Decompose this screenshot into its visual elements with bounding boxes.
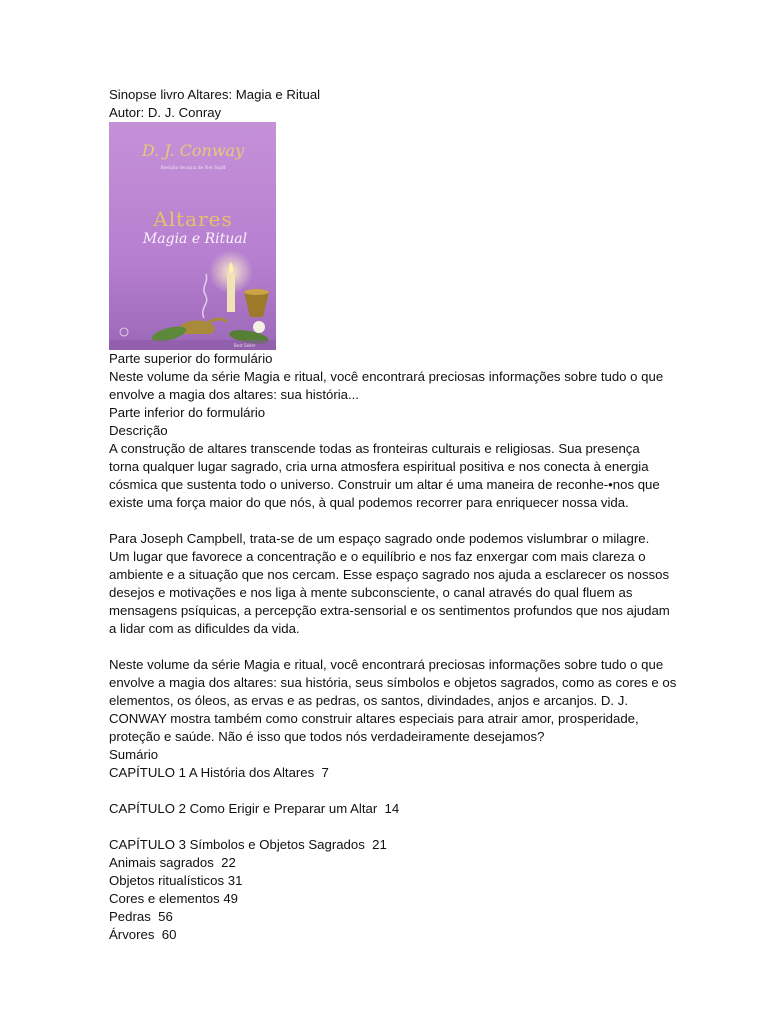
- paragraph-gap: [109, 512, 669, 530]
- cover-title-script: Magia e Ritual: [142, 231, 248, 247]
- paragraph-line: a lidar com as dificuldes da vida.: [109, 621, 300, 636]
- paragraph-line: A construção de altares transcende todas as fronteiras culturais e religiosas. Sua presença: [109, 441, 640, 456]
- document-title: Sinopse livro Altares: Magia e Ritual: [109, 87, 321, 102]
- paragraph-line: cósmica que sustenta todo o universo. Construir um altar é uma maneira de reconhe-•nos que: [109, 477, 660, 492]
- toc-item: Árvores 60: [109, 927, 177, 942]
- toc-chapter-2: CAPÍTULO 2 Como Erigir e Preparar um Altar 14: [109, 801, 400, 816]
- paragraph-line: Neste volume da série Magia e ritual, você encontrará preciosas informações sobre tudo o que: [109, 657, 664, 672]
- toc-heading: Sumário: [109, 747, 159, 762]
- description-heading: Descrição: [109, 423, 168, 438]
- paragraph-line: Para Joseph Campbell, trata-se de um espaço sagrado onde podemos vislumbrar o milagre.: [109, 531, 650, 546]
- toc-item: Objetos ritualísticos 31: [109, 873, 243, 888]
- paragraph-line: proteção e saúde. Não é isso que todos nós verdadeiramente desejamos?: [109, 729, 545, 744]
- cover-publisher: Best Seller: [234, 343, 256, 348]
- document-body: [109, 86, 677, 944]
- cover-author: D. J. Conway: [141, 141, 245, 160]
- paragraph-line: ambiente e a situação que nos cercam. Esse espaço sagrado nos ajuda a esclarecer os nossos: [109, 567, 670, 582]
- toc-chapter-1: CAPÍTULO 1 A História dos Altares 7: [109, 765, 329, 780]
- toc-gap: [109, 818, 669, 836]
- toc-gap: [109, 782, 669, 800]
- paragraph-line: envolve a magia dos altares: sua história, seus símbolos e objetos sagrados, como as cores e os: [109, 675, 677, 690]
- paragraph-line: existe uma força maior do que nós, à qual podemos recorrer para enriquecer nossa vida.: [109, 495, 629, 510]
- toc-item: Cores e elementos 49: [109, 891, 239, 906]
- teaser-line: Neste volume da série Magia e ritual, você encontrará preciosas informações sobre tudo o que: [109, 369, 664, 384]
- toc-chapter-3: CAPÍTULO 3 Símbolos e Objetos Sagrados 21: [109, 837, 387, 852]
- cover-title: Altares: [153, 207, 233, 231]
- toc-item: Pedras 56: [109, 909, 173, 924]
- form-bottom-label: Parte inferior do formulário: [109, 405, 266, 420]
- paragraph-line: mensagens psíquicas, a percepção extra-sensorial e os sentimentos profundos que nos ajudam: [109, 603, 670, 618]
- paragraph-line: elementos, os óleos, as ervas e as pedras, os santos, divindades, anjos e arcanjos. D. J.: [109, 693, 628, 708]
- teaser-line: envolve a magia dos altares: sua história...: [109, 387, 359, 402]
- form-top-label: Parte superior do formulário: [109, 351, 273, 366]
- author-line: Autor: D. J. Conray: [109, 105, 222, 120]
- cover-subtitle: Revisão técnica de Nei Naiff: [160, 166, 226, 171]
- paragraph-line: desejos e motivações e nos liga à mente subconsciente, o canal através do qual fluem as: [109, 585, 633, 600]
- table-of-contents: [109, 746, 669, 944]
- paragraph-line: CONWAY mostra também como construir altares especiais para atrair amor, prosperidade,: [109, 711, 639, 726]
- book-cover-image: [109, 122, 276, 350]
- toc-item: Animais sagrados 22: [109, 855, 236, 870]
- paragraph-line: Um lugar que favorece a concentração e o equilíbrio e nos faz enxergar com mais clareza o: [109, 549, 646, 564]
- paragraph-gap: [109, 638, 669, 656]
- paragraph-line: torna qualquer lugar sagrado, cria urna atmosfera espiritual positiva e nos conecta à energia: [109, 459, 649, 474]
